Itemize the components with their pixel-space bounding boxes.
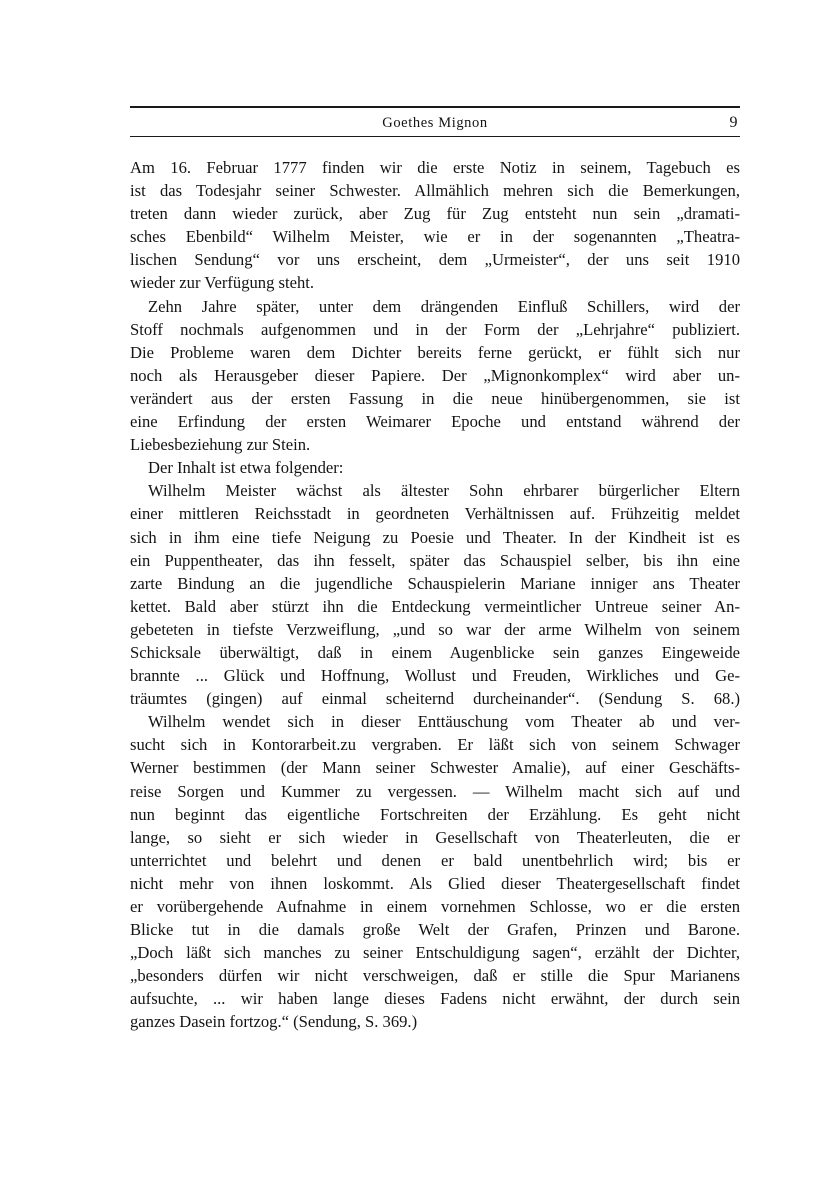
text-line: verändert aus der ersten Fassung in die neue hinübergenommen, sie ist — [130, 388, 740, 408]
text-line: nicht mehr von ihnen loskommt. Als Glied dieser Theatergesellschaft findet — [130, 873, 740, 893]
text-line: er vorübergehende Aufnahme in einem vornehmen Schlosse, wo er die ersten — [130, 897, 740, 916]
text-line: kettet. Bald aber stürzt ihn die Entdeckung vermeintlicher Untreue seiner An- — [130, 596, 740, 616]
text-line: sucht sich in Kontorarbeit.zu vergraben. Er läßt sich von seinem Schwager — [130, 735, 740, 755]
text-line: träumtes (gingen) auf einmal scheiternd durcheinander“. (Sendung S. 68.) — [130, 689, 740, 709]
page-number: 9 — [729, 114, 738, 131]
header-rule-top — [130, 106, 740, 108]
text-line: Schicksale überwältigt, daß in einem Augenblicke sein ganzes Eingeweide — [130, 642, 740, 662]
text-line: wieder zur Verfügung steht. — [130, 273, 315, 293]
running-title: Goethes Mignon — [382, 115, 488, 131]
text-line: Der Inhalt ist etwa folgender: — [148, 458, 344, 478]
text-line: Zehn Jahre später, unter dem drängenden Einfluß Schillers, wird der — [148, 296, 740, 316]
text-line: treten dann wieder zurück, aber Zug für Zug entsteht nun sein „dramati- — [130, 204, 740, 224]
text-line: brannte ... Glück und Hoffnung, Wollust und Freuden, Wirkliches und Ge- — [130, 666, 740, 686]
text-line: Am 16. Februar 1777 finden wir die erste Notiz in seinem, Tagebuch es — [130, 158, 740, 177]
text-line: einer mittleren Reichsstadt in geordneten Verhältnissen auf. Frühzeitig meldet — [130, 504, 740, 524]
text-line: lange, so sieht er sich wieder in Gesellschaft von Theaterleuten, die er — [130, 827, 740, 847]
text-line: Blicke tut in die damals große Welt der Grafen, Prinzen und Barone. — [130, 920, 740, 940]
text-line: aufsuchte, ... wir haben lange dieses Fadens nicht erwähnt, der durch sein — [130, 989, 740, 1009]
header-rule-bottom — [130, 136, 740, 137]
text-line: Die Probleme waren dem Dichter bereits ferne gerückt, er fühlt sich nur — [130, 342, 740, 362]
text-line: ist das Todesjahr seiner Schwester. Allmählich mehren sich die Bemerkungen, — [130, 181, 740, 201]
text-line: noch als Herausgeber dieser Papiere. Der „Mignonkomplex“ wird aber un- — [130, 365, 740, 385]
text-line: Stoff nochmals aufgenommen und in der Form der „Lehrjahre“ publiziert. — [130, 319, 740, 339]
text-line: sches Ebenbild“ Wilhelm Meister, wie er in der sogenannten „Theatra- — [130, 227, 740, 247]
text-line: gebeteten in tiefste Verzweiflung, „und so war der arme Wilhelm von seinem — [130, 619, 740, 639]
text-line: eine Erfindung der ersten Weimarer Epoche und entstand während der — [130, 412, 740, 432]
text-line: sich in ihm eine tiefe Neigung zu Poesie und Theater. In der Kindheit ist es — [130, 527, 740, 547]
text-line: zarte Bindung an die jugendliche Schauspielerin Mariane inniger ans Theater — [130, 573, 740, 593]
text-line: ein Puppentheater, das ihn fesselt, später das Schauspiel selber, bis ihn eine — [130, 550, 740, 570]
text-line: Wilhelm wendet sich in dieser Enttäuschung vom Theater ab und ver- — [148, 712, 740, 732]
text-line: nun beginnt das eigentliche Fortschreiten der Erzählung. Es geht nicht — [130, 804, 740, 824]
text-line: Werner bestimmen (der Mann seiner Schwester Amalie), auf einer Geschäfts- — [130, 758, 740, 778]
text-line: Wilhelm Meister wächst als ältester Sohn ehrbarer bürgerlicher Eltern — [148, 481, 740, 501]
running-head — [130, 113, 740, 133]
body-text — [130, 156, 740, 1034]
text-line: Liebesbeziehung zur Stein. — [130, 435, 311, 455]
text-line: lischen Sendung“ vor uns erscheint, dem „Urmeister“, der uns seit 1910 — [130, 250, 740, 270]
text-line: „Doch läßt sich manches zu seiner Entschuldigung sagen“, erzählt der Dichter, — [130, 943, 740, 963]
text-line: ganzes Dasein fortzog.“ (Sendung, S. 369.) — [130, 1012, 418, 1032]
text-line: „besonders dürfen wir nicht verschweigen, daß er stille die Spur Marianens — [130, 966, 740, 986]
text-line: reise Sorgen und Kummer zu vergessen. — Wilhelm macht sich auf und — [130, 781, 740, 801]
text-line: unterrichtet und belehrt und denen er bald unentbehrlich wird; bis er — [130, 850, 740, 870]
